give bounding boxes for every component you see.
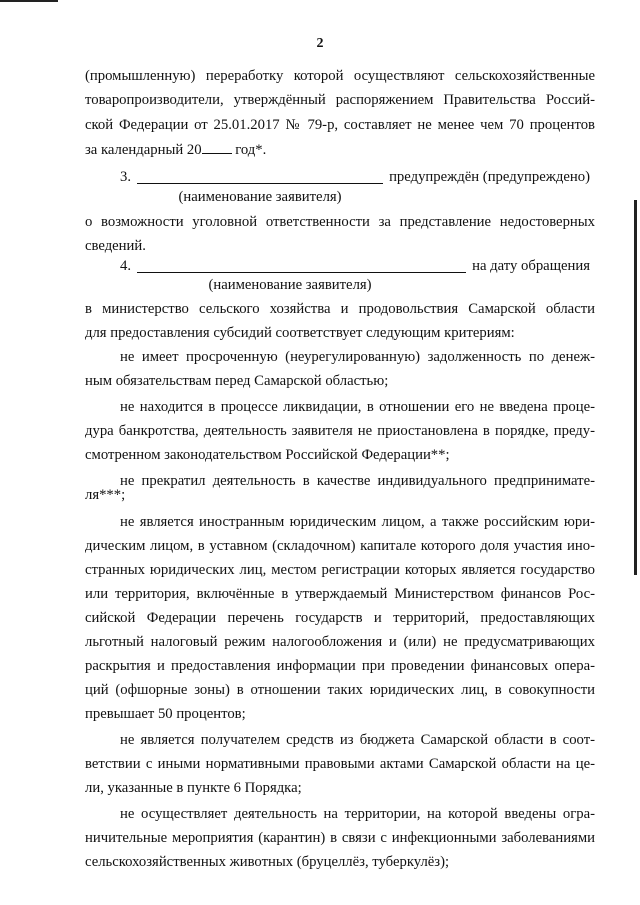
text-line: о возможности уголовной ответственности за представление недостоверных (85, 214, 595, 230)
text-line: дура банкротства, деятельность заявителя не приостановлена в порядке, преду- (85, 423, 595, 439)
applicant-name-caption: (наименование заявителя) (208, 277, 372, 293)
text-line: ля***; (85, 487, 126, 503)
text-line: (промышленную) переработку которой осуществляют сельскохозяйственные (85, 68, 595, 84)
criterion-line: не является иностранным юридическим лицом, а также российским юри- (120, 514, 595, 530)
year-blank (202, 137, 232, 154)
scan-edge-top (0, 0, 58, 2)
text-line: раскрытия и предоставления информации при проведении финансовых опера- (85, 658, 595, 674)
text-line: ным обязательствам перед Самарской областью; (85, 373, 389, 389)
item-3-number: 3. (120, 169, 132, 185)
text-line: дическим лицом, в уставном (складочном) капитале которого доля участия ино- (85, 538, 595, 554)
text-line: превышает 50 процентов; (85, 706, 246, 722)
text-line: сведений. (85, 238, 146, 254)
text-line: год*. (235, 142, 267, 158)
text-line: или территория, включённые в утверждаемый Министерством финансов Рос- (85, 586, 595, 602)
text-line: смотренном законодательством Российской Федерации**; (85, 447, 450, 463)
item-3-suffix: предупреждён (предупреждено) (389, 169, 590, 185)
text-line: ской Федерации от 25.01.2017 № 79-р, составляет не менее чем 70 процентов (85, 117, 595, 133)
text-line: за календарный 20 (85, 142, 202, 158)
text-line: ветствии с иными нормативными правовыми актами Самарской области на це- (85, 756, 595, 772)
item-4-number: 4. (120, 258, 132, 274)
text-line: сельскохозяйственных животных (бруцеллёз, туберкулёз); (85, 854, 450, 870)
applicant-name-blank (137, 166, 383, 184)
text-line: ничительные мероприятия (карантин) в связи с инфекционными заболеваниями (85, 830, 595, 846)
scan-edge-right (634, 200, 637, 575)
text-line: товаропроизводители, утверждённый распоряжением Правительства Россий- (85, 92, 595, 108)
text-line: в министерство сельского хозяйства и продовольствия Самарской области (85, 301, 595, 317)
text-line: для предоставления субсидий соответствует следующим критериям: (85, 325, 515, 341)
calendar-year-line (85, 137, 595, 161)
criterion-line: не осуществляет деятельность на территории, на которой введены огра- (120, 806, 595, 822)
criterion-line: не находится в процессе ликвидации, в отношении его не введена проце- (120, 399, 595, 415)
applicant-name-blank (137, 255, 466, 273)
item-4-suffix: на дату обращения (472, 258, 590, 274)
applicant-name-caption: (наименование заявителя) (178, 189, 342, 205)
criterion-line: не является получателем средств из бюджета Самарской области в соот- (120, 732, 595, 748)
text-line: ли, указанные в пункте 6 Порядка; (85, 780, 302, 796)
text-line: ций (офшорные зоны) в отношении таких юридических лиц, в совокупности (85, 682, 595, 698)
criterion-line: не прекратил деятельность в качестве индивидуального предпринимате- (120, 473, 595, 489)
criterion-line: не имеет просроченную (неурегулированную) задолженность по денеж- (120, 349, 595, 365)
text-line: сийской Федерации перечень государств и территорий, предоставляющих (85, 610, 595, 626)
text-line: льготный налоговый режим налогообложения и (или) не предусматривающих (85, 634, 595, 650)
page-number: 2 (316, 36, 324, 51)
text-line: странных юридических лиц, местом регистрации которых является государство (85, 562, 595, 578)
